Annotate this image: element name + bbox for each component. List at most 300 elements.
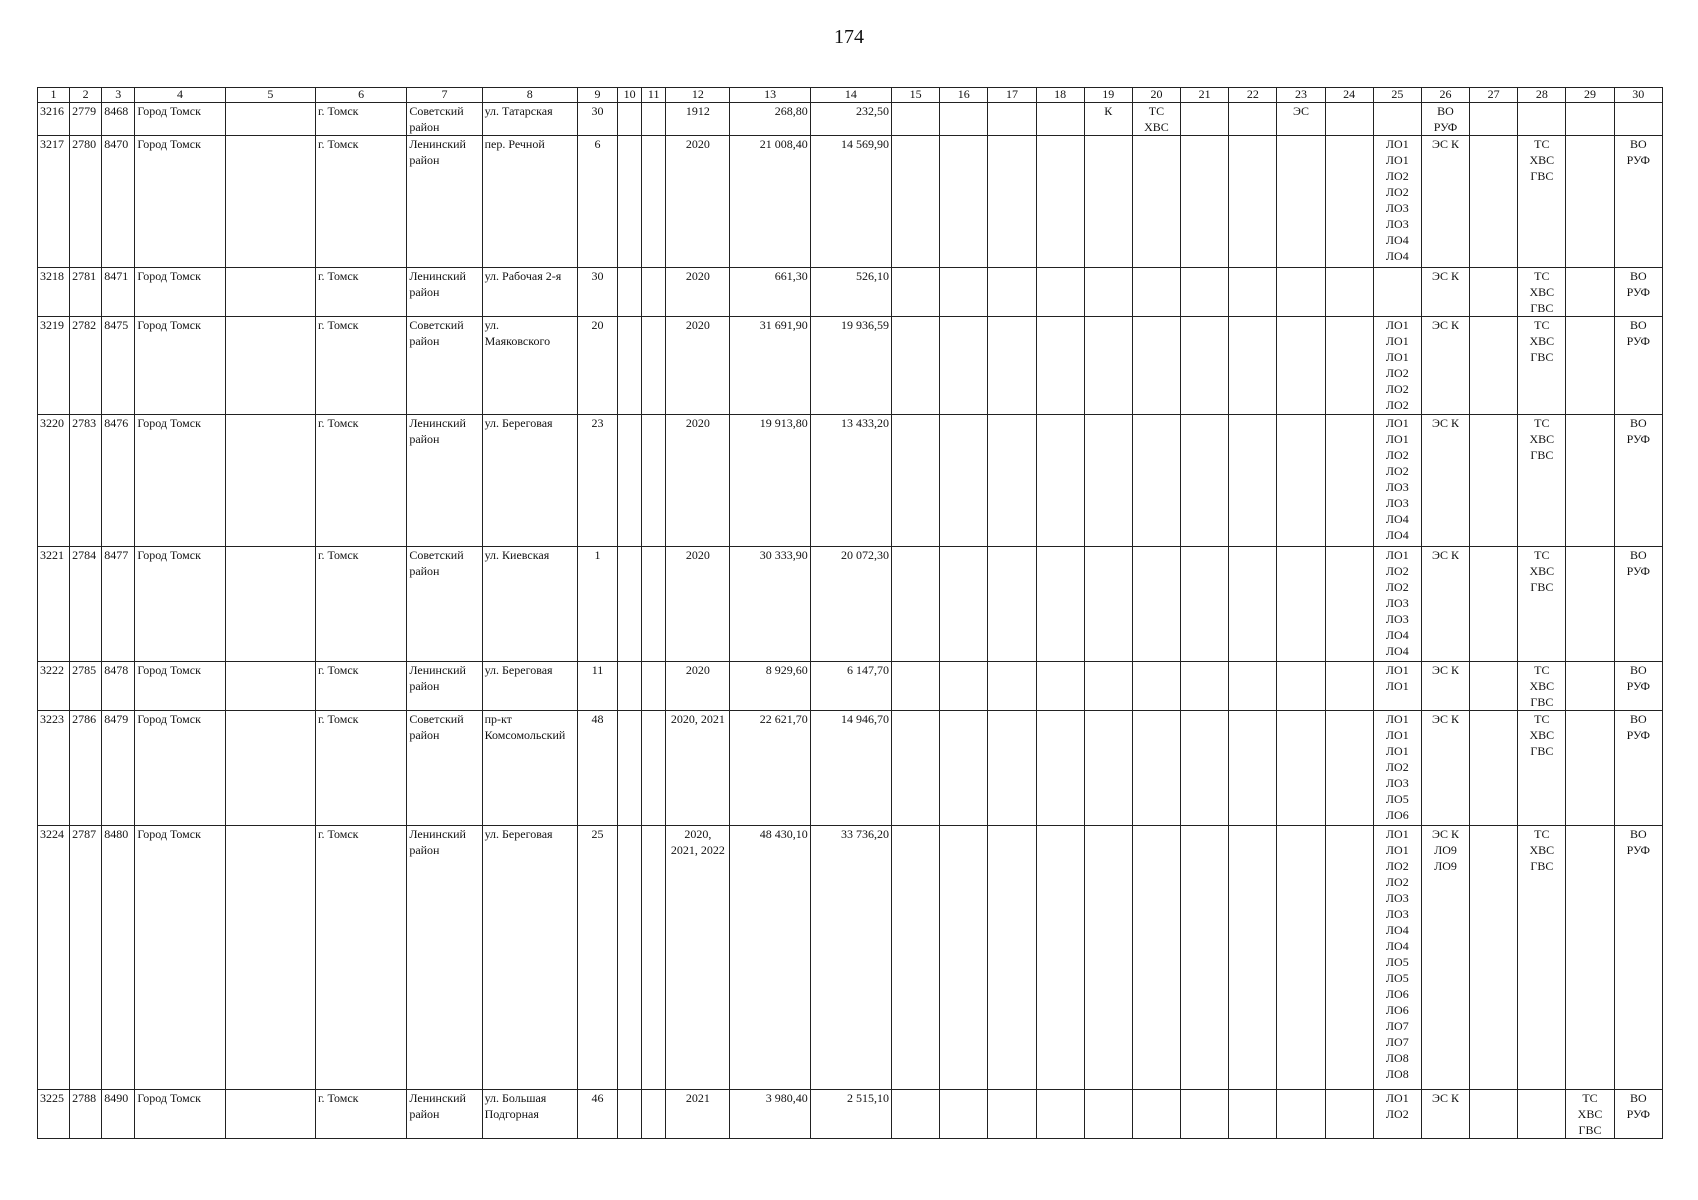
cell-col-18 (1036, 711, 1084, 826)
cell-line: ЛО2 (1385, 760, 1409, 774)
cell-line: ЛО1 (1385, 827, 1409, 841)
cell-col-10 (618, 711, 642, 826)
cell-col-15 (892, 136, 940, 268)
column-number-5: 5 (225, 88, 315, 103)
cell-line: 2021 (685, 1091, 710, 1105)
column-number-26: 26 (1421, 88, 1469, 103)
cell-col-16 (940, 268, 988, 317)
cell-line: ЛО4 (1385, 233, 1409, 247)
cell-col-11 (642, 547, 666, 662)
cell-col-26 (1421, 317, 1469, 415)
cell-col-16 (940, 1090, 988, 1139)
cell-col-26 (1421, 711, 1469, 826)
cell-line: ВО (1629, 663, 1647, 677)
cell-col-13: 268,80 (730, 103, 810, 136)
cell-col-21 (1181, 547, 1229, 662)
register-table (37, 87, 1663, 1139)
cell-col-9: 1 (577, 547, 617, 662)
cell-col-28 (1518, 415, 1566, 547)
cell-line: ЛО2 (1385, 398, 1409, 412)
cell-col-15 (892, 268, 940, 317)
cell-col-24 (1325, 711, 1373, 826)
cell-line: 2020 (685, 416, 710, 430)
column-number-25: 25 (1373, 88, 1421, 103)
cell-col-4: Город Томск (135, 826, 225, 1090)
cell-line: ГВС (1530, 859, 1554, 873)
cell-col-24 (1325, 662, 1373, 711)
cell-line: Ленинский (409, 416, 466, 430)
cell-line: ВО (1629, 137, 1647, 151)
cell-line: ГВС (1530, 169, 1554, 183)
cell-line: 2020 (685, 318, 710, 332)
cell-col-25 (1373, 711, 1421, 826)
cell-col-8 (482, 268, 577, 317)
cell-line: ЛО2 (1385, 1107, 1409, 1121)
cell-col-13: 31 691,90 (730, 317, 810, 415)
cell-col-16 (940, 136, 988, 268)
cell-col-14: 14 946,70 (810, 711, 891, 826)
cell-col-20 (1132, 547, 1180, 662)
cell-col-29 (1566, 711, 1614, 826)
cell-line: ЛО6 (1385, 987, 1409, 1001)
cell-col-9: 30 (577, 103, 617, 136)
cell-line: ГВС (1530, 301, 1554, 315)
column-number-30: 30 (1614, 88, 1662, 103)
cell-col-28 (1518, 268, 1566, 317)
cell-col-20 (1132, 1090, 1180, 1139)
cell-line: ул. Татарская (484, 104, 553, 118)
cell-line: РУФ (1626, 843, 1651, 857)
cell-line: ЛО9 (1434, 843, 1457, 857)
cell-line: пер. Речной (484, 137, 545, 151)
cell-col-26 (1421, 415, 1469, 547)
cell-col-12 (666, 415, 730, 547)
cell-col-8 (482, 317, 577, 415)
cell-col-9: 48 (577, 711, 617, 826)
cell-col-22 (1229, 103, 1277, 136)
cell-col-1: 3223 (38, 711, 70, 826)
cell-col-21 (1181, 415, 1229, 547)
cell-line: ЛО4 (1385, 939, 1409, 953)
cell-col-16 (940, 317, 988, 415)
cell-col-25 (1373, 547, 1421, 662)
cell-line: ЛО8 (1385, 1067, 1409, 1081)
cell-col-18 (1036, 136, 1084, 268)
cell-col-26 (1421, 662, 1469, 711)
cell-line: ЛО4 (1385, 923, 1409, 937)
cell-col-14: 13 433,20 (810, 415, 891, 547)
column-number-11: 11 (642, 88, 666, 103)
cell-line: 1912 (685, 104, 710, 118)
cell-col-24 (1325, 136, 1373, 268)
cell-col-15 (892, 1090, 940, 1139)
cell-line: ул. Береговая (484, 827, 553, 841)
cell-col-16 (940, 103, 988, 136)
cell-col-1: 3221 (38, 547, 70, 662)
cell-col-13: 661,30 (730, 268, 810, 317)
cell-col-22 (1229, 547, 1277, 662)
cell-col-25 (1373, 1090, 1421, 1139)
cell-line: ЛО2 (1385, 564, 1409, 578)
column-number-20: 20 (1132, 88, 1180, 103)
cell-col-9: 46 (577, 1090, 617, 1139)
cell-col-5 (225, 547, 315, 662)
column-number-3: 3 (102, 88, 135, 103)
cell-col-7 (407, 662, 482, 711)
cell-col-21 (1181, 662, 1229, 711)
cell-col-8 (482, 662, 577, 711)
cell-col-7 (407, 136, 482, 268)
column-number-12: 12 (666, 88, 730, 103)
cell-col-2: 2788 (70, 1090, 102, 1139)
cell-col-19 (1084, 317, 1132, 415)
cell-col-11 (642, 136, 666, 268)
cell-col-12 (666, 547, 730, 662)
cell-col-8 (482, 103, 577, 136)
cell-col-6: г. Томск (315, 1090, 406, 1139)
cell-col-11 (642, 711, 666, 826)
cell-line: ГВС (1530, 350, 1554, 364)
cell-col-9: 20 (577, 317, 617, 415)
cell-col-7 (407, 826, 482, 1090)
cell-line: ЛО1 (1385, 728, 1409, 742)
cell-col-4: Город Томск (135, 415, 225, 547)
cell-col-23 (1277, 136, 1325, 268)
cell-col-3: 8478 (102, 662, 135, 711)
cell-col-19 (1084, 711, 1132, 826)
cell-col-6: г. Томск (315, 317, 406, 415)
cell-col-6: г. Томск (315, 711, 406, 826)
cell-line: ул. Береговая (484, 663, 553, 677)
cell-col-6: г. Томск (315, 826, 406, 1090)
cell-col-4: Город Томск (135, 711, 225, 826)
cell-line: ГВС (1578, 1123, 1602, 1137)
cell-col-26 (1421, 103, 1469, 136)
cell-col-12 (666, 103, 730, 136)
cell-col-24 (1325, 547, 1373, 662)
cell-col-24 (1325, 415, 1373, 547)
cell-col-10 (618, 662, 642, 711)
cell-col-30 (1614, 317, 1662, 415)
cell-line: ЛО3 (1385, 496, 1409, 510)
cell-col-3: 8475 (102, 317, 135, 415)
cell-line: ЛО2 (1385, 448, 1409, 462)
cell-col-3: 8477 (102, 547, 135, 662)
cell-line: ЛО7 (1385, 1019, 1409, 1033)
cell-col-12 (666, 317, 730, 415)
cell-line: РУФ (1626, 285, 1651, 299)
cell-col-5 (225, 268, 315, 317)
table-body (38, 103, 1663, 1139)
cell-line: район (409, 679, 440, 693)
table-row (38, 711, 1663, 826)
cell-line: Советский (409, 548, 464, 562)
cell-col-22 (1229, 317, 1277, 415)
cell-col-19 (1084, 826, 1132, 1090)
cell-col-21 (1181, 103, 1229, 136)
cell-col-29 (1566, 662, 1614, 711)
cell-col-1: 3222 (38, 662, 70, 711)
cell-col-28 (1518, 547, 1566, 662)
cell-line: 2020 (685, 663, 710, 677)
cell-line: ЛО1 (1385, 663, 1409, 677)
cell-col-13: 22 621,70 (730, 711, 810, 826)
cell-line: Ленинский (409, 1091, 466, 1105)
cell-col-15 (892, 662, 940, 711)
column-number-21: 21 (1181, 88, 1229, 103)
cell-col-25 (1373, 662, 1421, 711)
cell-col-28 (1518, 711, 1566, 826)
cell-col-11 (642, 415, 666, 547)
cell-col-15 (892, 415, 940, 547)
cell-line: район (409, 153, 440, 167)
cell-col-25 (1373, 103, 1421, 136)
cell-col-29 (1566, 1090, 1614, 1139)
cell-line: РУФ (1626, 153, 1651, 167)
cell-col-16 (940, 415, 988, 547)
table-row (38, 662, 1663, 711)
cell-col-2: 2781 (70, 268, 102, 317)
cell-line: ЛО3 (1385, 596, 1409, 610)
cell-col-22 (1229, 268, 1277, 317)
cell-col-8 (482, 547, 577, 662)
cell-col-17 (988, 662, 1036, 711)
cell-col-11 (642, 826, 666, 1090)
cell-col-9: 11 (577, 662, 617, 711)
cell-col-2: 2787 (70, 826, 102, 1090)
cell-line: ХВС (1529, 334, 1555, 348)
cell-col-5 (225, 662, 315, 711)
cell-col-9: 25 (577, 826, 617, 1090)
cell-line: ЛО3 (1385, 776, 1409, 790)
column-number-18: 18 (1036, 88, 1084, 103)
cell-col-5 (225, 1090, 315, 1139)
cell-col-4: Город Томск (135, 1090, 225, 1139)
cell-col-27 (1470, 268, 1518, 317)
cell-line: ХВС (1529, 843, 1555, 857)
cell-col-29 (1566, 136, 1614, 268)
cell-line: К (1104, 104, 1113, 118)
cell-col-29 (1566, 547, 1614, 662)
cell-col-6: г. Томск (315, 103, 406, 136)
table-row (38, 826, 1663, 1090)
cell-col-24 (1325, 268, 1373, 317)
cell-line: РУФ (1626, 679, 1651, 693)
cell-col-4: Город Томск (135, 136, 225, 268)
cell-col-9: 6 (577, 136, 617, 268)
cell-col-14: 19 936,59 (810, 317, 891, 415)
cell-line: ТС (1534, 827, 1550, 841)
cell-col-29 (1566, 268, 1614, 317)
cell-col-18 (1036, 1090, 1084, 1139)
cell-col-2: 2783 (70, 415, 102, 547)
cell-line: ГВС (1530, 580, 1554, 594)
cell-line: ТС (1534, 548, 1550, 562)
cell-col-7 (407, 317, 482, 415)
cell-col-11 (642, 103, 666, 136)
cell-line: ЭС К (1432, 416, 1459, 430)
cell-col-17 (988, 711, 1036, 826)
cell-col-23 (1277, 711, 1325, 826)
cell-line: ЭС К (1432, 712, 1459, 726)
cell-col-22 (1229, 826, 1277, 1090)
cell-line: Советский (409, 318, 464, 332)
cell-line: 2021, 2022 (670, 843, 725, 857)
cell-line: ВО (1629, 416, 1647, 430)
cell-col-3: 8476 (102, 415, 135, 547)
cell-col-6: г. Томск (315, 415, 406, 547)
cell-col-23 (1277, 103, 1325, 136)
cell-col-10 (618, 317, 642, 415)
cell-col-27 (1470, 662, 1518, 711)
cell-col-13: 21 008,40 (730, 136, 810, 268)
cell-col-14: 232,50 (810, 103, 891, 136)
cell-line: ЛО2 (1385, 169, 1409, 183)
cell-col-20 (1132, 103, 1180, 136)
cell-col-8 (482, 136, 577, 268)
cell-line: РУФ (1626, 1107, 1651, 1121)
cell-col-26 (1421, 547, 1469, 662)
cell-line: ЛО1 (1385, 712, 1409, 726)
cell-col-21 (1181, 1090, 1229, 1139)
cell-col-21 (1181, 268, 1229, 317)
cell-line: пр-кт (484, 712, 512, 726)
cell-col-21 (1181, 711, 1229, 826)
cell-col-22 (1229, 136, 1277, 268)
cell-col-9: 30 (577, 268, 617, 317)
cell-col-27 (1470, 103, 1518, 136)
cell-line: ЭС (1293, 104, 1309, 118)
cell-line: ЭС К (1432, 318, 1459, 332)
cell-col-13: 8 929,60 (730, 662, 810, 711)
cell-col-27 (1470, 1090, 1518, 1139)
column-number-27: 27 (1470, 88, 1518, 103)
cell-col-20 (1132, 711, 1180, 826)
cell-col-17 (988, 415, 1036, 547)
cell-col-1: 3225 (38, 1090, 70, 1139)
cell-line: ЛО2 (1385, 580, 1409, 594)
cell-col-18 (1036, 268, 1084, 317)
cell-line: ЛО1 (1385, 137, 1409, 151)
cell-col-21 (1181, 136, 1229, 268)
table-row (38, 1090, 1663, 1139)
cell-line: 2020 (685, 137, 710, 151)
cell-line: ЛО3 (1385, 217, 1409, 231)
column-number-16: 16 (940, 88, 988, 103)
table-row (38, 136, 1663, 268)
cell-line: ТС (1534, 416, 1550, 430)
cell-line: ХВС (1529, 679, 1555, 693)
column-number-17: 17 (988, 88, 1036, 103)
cell-col-26 (1421, 1090, 1469, 1139)
cell-line: ЛО1 (1385, 548, 1409, 562)
cell-col-8 (482, 711, 577, 826)
cell-col-23 (1277, 1090, 1325, 1139)
cell-line: Комсомольский (484, 728, 566, 742)
cell-col-19 (1084, 547, 1132, 662)
cell-col-18 (1036, 826, 1084, 1090)
cell-line: район (409, 843, 440, 857)
cell-line: ул. Береговая (484, 416, 553, 430)
cell-line: район (409, 334, 440, 348)
cell-col-27 (1470, 711, 1518, 826)
cell-col-25 (1373, 136, 1421, 268)
cell-col-5 (225, 136, 315, 268)
column-number-10: 10 (618, 88, 642, 103)
cell-line: ЛО1 (1385, 843, 1409, 857)
cell-col-8 (482, 826, 577, 1090)
cell-col-14: 526,10 (810, 268, 891, 317)
cell-line: ХВС (1529, 153, 1555, 167)
cell-col-13: 19 913,80 (730, 415, 810, 547)
cell-line: ЛО1 (1385, 334, 1409, 348)
cell-line: ЛО8 (1385, 1051, 1409, 1065)
cell-line: ЭС К (1432, 548, 1459, 562)
column-number-19: 19 (1084, 88, 1132, 103)
cell-col-30 (1614, 268, 1662, 317)
cell-line: ЛО2 (1385, 366, 1409, 380)
cell-line: ЛО1 (1385, 1091, 1409, 1105)
cell-line: ЛО3 (1385, 907, 1409, 921)
cell-col-29 (1566, 317, 1614, 415)
cell-col-2: 2779 (70, 103, 102, 136)
cell-line: ГВС (1530, 744, 1554, 758)
cell-line: ХВС (1529, 728, 1555, 742)
cell-line: 2020 (685, 269, 710, 283)
cell-col-23 (1277, 317, 1325, 415)
cell-line: ул. Киевская (484, 548, 550, 562)
cell-line: ЛО5 (1385, 971, 1409, 985)
cell-col-1: 3220 (38, 415, 70, 547)
cell-line: ВО (1629, 548, 1647, 562)
cell-col-28 (1518, 662, 1566, 711)
cell-line: Маяковского (484, 334, 551, 348)
cell-col-27 (1470, 317, 1518, 415)
cell-line: ЛО3 (1385, 480, 1409, 494)
column-number-row (38, 88, 1663, 103)
cell-col-18 (1036, 547, 1084, 662)
cell-line: ЛО4 (1385, 512, 1409, 526)
cell-line: ХВС (1529, 564, 1555, 578)
column-number-6: 6 (315, 88, 406, 103)
cell-line: ЛО2 (1385, 382, 1409, 396)
cell-col-16 (940, 547, 988, 662)
cell-line: ХВС (1529, 285, 1555, 299)
cell-col-17 (988, 547, 1036, 662)
cell-col-11 (642, 268, 666, 317)
cell-col-2: 2784 (70, 547, 102, 662)
cell-line: ВО (1437, 104, 1454, 118)
cell-col-2: 2786 (70, 711, 102, 826)
cell-col-7 (407, 268, 482, 317)
cell-line: ХВС (1577, 1107, 1603, 1121)
cell-line: ул. (484, 318, 500, 332)
cell-col-15 (892, 547, 940, 662)
cell-col-24 (1325, 317, 1373, 415)
cell-line: ЛО1 (1385, 350, 1409, 364)
cell-line: ЛО3 (1385, 612, 1409, 626)
cell-line: район (409, 728, 440, 742)
cell-line: 2020 (685, 548, 710, 562)
cell-col-15 (892, 711, 940, 826)
cell-col-27 (1470, 826, 1518, 1090)
cell-col-17 (988, 268, 1036, 317)
cell-line: РУФ (1626, 564, 1651, 578)
cell-col-18 (1036, 103, 1084, 136)
cell-col-10 (618, 1090, 642, 1139)
cell-line: ЭС К (1432, 663, 1459, 677)
cell-col-17 (988, 826, 1036, 1090)
